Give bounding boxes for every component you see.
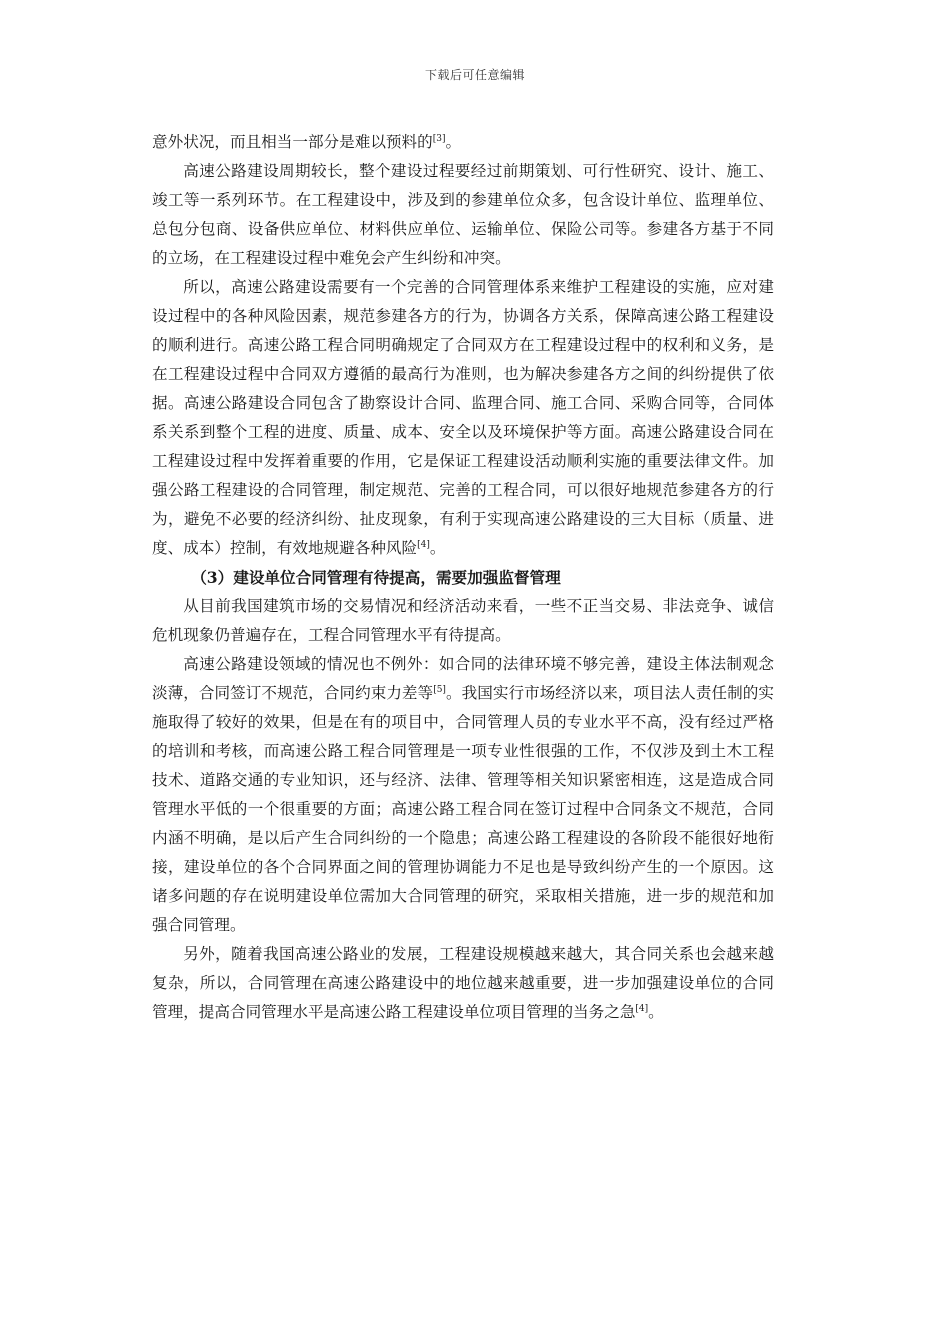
section-heading: （3）建设单位合同管理有待提高，需要加强监督管理 [191,568,561,587]
citation-ref: [4] [417,540,430,550]
citation-ref: [3] [432,134,446,144]
paragraph-5 [152,650,774,940]
paragraph-tail: 。我国实行市场经济以来，项目法人责任制的实施取得了较好的效果，但是在有的项目中，合同管理人员的专业水平不高，没有经过严格的培训和考核，而高速公路工程合同管理是一项专业性很强的工作，不仅涉及到土木工程技术、道路交通的专业知识，还与经济、法律、管理等相关知识紧密相连，这是造成合同管理水平低的一个很重要的方面；高速公路工程合同在签订过程中合同条文不规范，合同内涵不明确，是以后产生合同纠纷的一个隐患；高速公路工程建设的各阶段不能很好地衔接，建设单位的各个合同界面之间的管理协调能力不足也是导致纠纷产生的一个原因。这诸多问题的存在说明建设单位需加大合同管理的研究，采取相关措施，进一步的规范和加强合同管理。 [152,684,774,934]
paragraph-text: 从目前我国建筑市场的交易情况和经济活动来看，一些不正当交易、非法竞争、诚信危机现象仍普遍存在，工程合同管理水平有待提高。 [152,597,774,644]
paragraph-text: 另外，随着我国高速公路业的发展，工程建设规模越来越大，其合同关系也会越来越复杂，所以，合同管理在高速公路建设中的地位越来越重要，进一步加强建设单位的合同管理，提高合同管理水平是高速公路工程建设单位项目管理的当务之急 [152,945,774,1021]
citation-ref: [4] [635,1004,649,1014]
paragraph-tail: 。 [445,133,462,151]
citation-ref: [5] [433,685,446,695]
paragraph-text: 高速公路建设领域的情况也不例外：如合同的法律环境不够完善，建设主体法制观念淡薄，合同签订不规范，合同约束力差等 [152,655,774,702]
paragraph-2 [152,157,774,273]
paragraph-6 [152,940,774,1027]
paragraph-text: 高速公路建设周期较长，整个建设过程要经过前期策划、可行性研究、设计、施工、竣工等一系列环节。在工程建设中，涉及到的参建单位众多，包含设计单位、监理单位、总包分包商、设备供应单位、材料供应单位、运输单位、保险公司等。参建各方基于不同的立场，在工程建设过程中难免会产生纠纷和冲突。 [152,162,774,267]
paragraph-tail: 。 [648,1003,664,1021]
paragraph-3 [152,273,774,563]
paragraph-text: 意外状况，而且相当一部分是难以预料的 [152,133,433,151]
paragraph-tail: 。 [429,539,446,557]
paragraph-4 [152,592,774,650]
document-body [152,128,774,1027]
paragraph-text: 所以，高速公路建设需要有一个完善的合同管理体系来维护工程建设的实施，应对建设过程中的各种风险因素，规范参建各方的行为，协调各方关系，保障高速公路工程建设的顺利进行。高速公路工程合同明确规定了合同双方在工程建设过程中的权利和义务，是在工程建设过程中合同双方遵循的最高行为准则，也为解决参建各方之间的纠纷提供了依据。高速公路建设合同包含了勘察设计合同、监理合同、施工合同、采购合同等，合同体系关系到整个工程的进度、质量、成本、安全以及环境保护等方面。高速公路建设合同在工程建设过程中发挥着重要的作用，它是保证工程建设活动顺利实施的重要法律文件。加强公路工程建设的合同管理，制定规范、完善的工程合同，可以很好地规范参建各方的行为，避免不必要的经济纠纷、扯皮现象，有利于实现高速公路建设的三大目标（质量、进度、成本）控制，有效地规避各种风险 [152,278,774,557]
paragraph-1 [152,128,774,157]
page-header: 下载后可任意编辑 [424,68,525,82]
